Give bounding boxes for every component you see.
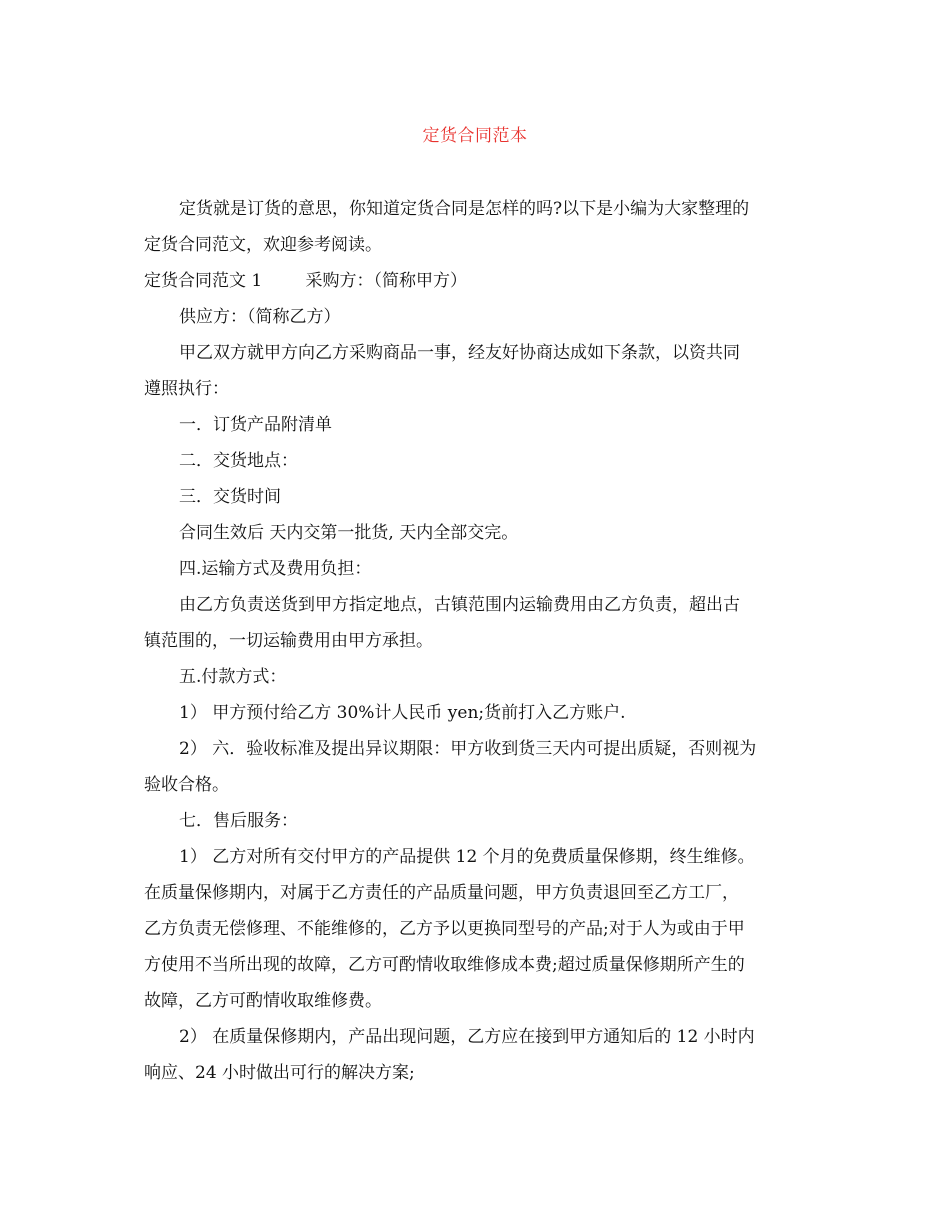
paragraph-line: 在质量保修期内，对属于乙方责任的产品质量问题，甲方负责退回至乙方工厂， bbox=[144, 883, 739, 903]
paragraph-line: 验收合格。 bbox=[144, 775, 229, 795]
paragraph-line: 由乙方负责送货到甲方指定地点，古镇范围内运输费用由乙方负责，超出古 bbox=[179, 595, 740, 615]
paragraph-line: 1） 甲方预付给乙方 30%计人民币 yen;货前打入乙方账户. bbox=[179, 703, 626, 723]
paragraph-line: 方使用不当所出现的故障，乙方可酌情收取维修成本费;超过质量保修期所产生的 bbox=[144, 955, 745, 975]
paragraph-line: 遵照执行： bbox=[144, 379, 229, 399]
paragraph-line: 合同生效后 天内交第一批货, 天内全部交完。 bbox=[179, 523, 519, 543]
paragraph-line: 定货就是订货的意思，你知道定货合同是怎样的吗?以下是小编为大家整理的 bbox=[179, 199, 750, 219]
document-body bbox=[144, 191, 809, 1091]
paragraph-line: 五.付款方式： bbox=[179, 667, 287, 687]
paragraph-line: 镇范围的，一切运输费用由甲方承担。 bbox=[144, 631, 433, 651]
paragraph-line: 甲乙双方就甲方向乙方采购商品一事，经友好协商达成如下条款，以资共同 bbox=[179, 343, 740, 363]
paragraph-line: 定货合同范文，欢迎参考阅读。 bbox=[144, 235, 382, 255]
paragraph-line: 七．售后服务： bbox=[179, 811, 298, 831]
paragraph-line: 2） 在质量保修期内，产品出现问题，乙方应在接到甲方通知后的 12 小时内 bbox=[179, 1027, 755, 1047]
paragraph-line: 响应、24 小时做出可行的解决方案; bbox=[144, 1063, 415, 1083]
paragraph-line: 故障，乙方可酌情收取维修费。 bbox=[144, 991, 382, 1011]
paragraph-line: 乙方负责无偿修理、不能维修的，乙方予以更换同型号的产品;对于人为或由于甲 bbox=[144, 919, 745, 939]
paragraph-line: 三．交货时间 bbox=[179, 487, 281, 507]
paragraph-line: 定货合同范文 1 采购方：（简称甲方） bbox=[144, 271, 467, 291]
paragraph-line: 1） 乙方对所有交付甲方的产品提供 12 个月的免费质量保修期，终生维修。 bbox=[179, 847, 755, 867]
paragraph-line: 供应方：（简称乙方） bbox=[179, 307, 341, 327]
paragraph-line: 二．交货地点： bbox=[179, 451, 298, 471]
document-title: 定货合同范本 bbox=[422, 126, 528, 146]
paragraph-line: 一．订货产品附清单 bbox=[179, 415, 332, 435]
paragraph-line: 四.运输方式及费用负担： bbox=[179, 559, 372, 579]
paragraph-line: 2） 六．验收标准及提出异议期限：甲方收到货三天内可提出质疑，否则视为 bbox=[179, 739, 757, 759]
